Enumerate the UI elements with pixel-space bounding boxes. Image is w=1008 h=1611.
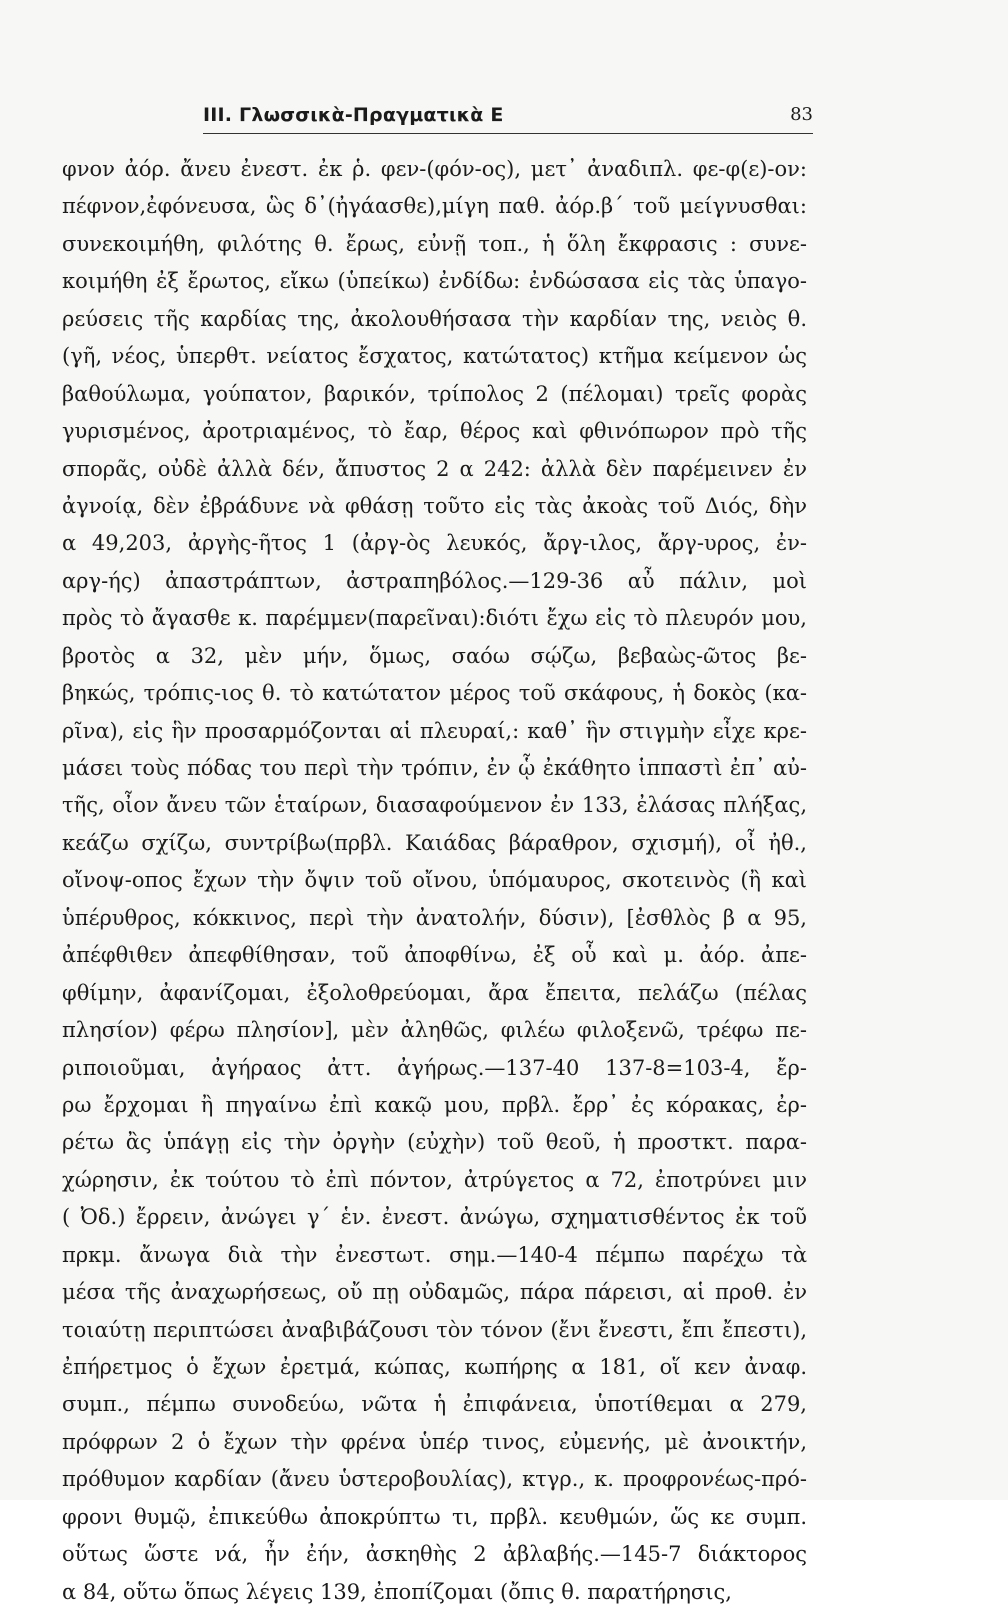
text-line: ἀγνοίᾳ, δὲν ἐβράδυνε νὰ φθάσῃ τοῦτο εἰς τὰς ἀκοὰς τοῦ Διός, δὴν <box>62 493 807 518</box>
text-line: ὑπέρυθρος, κόκκινος, περὶ τὴν ἀνατολήν, δύσιν), [ἐσθλὸς β α 95, <box>62 905 807 930</box>
text-line: ρεύσεις τῆς καρδίας της, ἀκολουθήσασα τὴν καρδίαν της, νειὸς θ. <box>62 306 807 331</box>
text-line: πέφνον,ἐφόνευσα, ὣς δ᾽(ἠγάασθε),μίγη παθ. ἀόρ.β΄ τοῦ μείγνυσθαι: <box>62 194 807 219</box>
text-line: βηκώς, τρόπις-ιος θ. τὸ κατώτατον μέρος τοῦ σκάφους, ἡ δοκὸς (κα- <box>62 681 807 706</box>
chapter-title: III. Γλωσσικὰ-Πραγματικὰ Ε <box>203 104 504 126</box>
text-line: ρέτω ἂς ὑπάγῃ εἰς τὴν ὀργὴν (εὐχὴν) τοῦ θεοῦ, ἡ προστκτ. παρα- <box>62 1130 807 1155</box>
text-line: κεάζω σχίζω, συντρίβω(πρβλ. Καιάδας βάραθρον, σχισμή), οἶ ἠθ., <box>62 830 807 855</box>
text-line: πρόφρων 2 ὁ ἔχων τὴν φρένα ὑπέρ τινος, εὐμενής, μὲ ἀνοικτήν, <box>62 1429 807 1454</box>
text-line: μάσει τοὺς πόδας του περὶ τὴν τρόπιν, ἐν ᾧ ἐκάθητο ἱππαστὶ ἐπ᾽ αὐ- <box>62 756 807 780</box>
text-line: οἴνοψ-οπος ἔχων τὴν ὄψιν τοῦ οἴνου, ὑπόμαυρος, σκοτεινὸς (ἢ καὶ <box>62 868 807 893</box>
text-line: βαθούλωμα, γούπατον, βαρικόν, τρίπολος 2 (πέλομαι) τρεῖς φορὰς <box>62 381 807 406</box>
text-line: σπορᾶς, οὐδὲ ἀλλὰ δέν, ἄπυστος 2 α 242: ἀλλὰ δὲν παρέμεινεν ἐν <box>62 456 807 481</box>
text-line: ρῖνα), εἰς ἣν προσαρμόζονται αἱ πλευραί,: καθ᾽ ἣν στιγμὴν εἶχε κρε- <box>62 718 807 743</box>
text-line: αργ-ής) ἀπαστράπτων, ἀστραπηβόλος.—129-36 αὖ πάλιν, μοὶ <box>62 568 807 593</box>
text-line: πρκμ. ἄνωγα διὰ τὴν ἐνεστωτ. σημ.—140-4 πέμπω παρέχω τὰ <box>62 1242 807 1267</box>
header-rule <box>203 133 813 134</box>
text-line: φνον ἀόρ. ἄνευ ἐνεστ. ἐκ ῥ. φεν-(φόν-ος), μετ᾽ ἀναδιπλ. φε-φ(ε)-ον: <box>62 157 807 181</box>
text-line: α 84, οὕτω ὅπως λέγεις 139, ἐποπίζομαι (ὄπις θ. παρατήρησις, <box>62 1579 732 1604</box>
text-line: μέσα τῆς ἀναχωρήσεως, οὔ πῃ οὐδαμῶς, πάρα πάρεισι, αἱ προθ. ἐν <box>62 1280 807 1305</box>
text-line: α 49,203, ἀργὴς-ῆτος 1 (ἀργ-ὸς λευκός, ἄργ-ιλος, ἄργ-υρος, ἐν- <box>62 531 807 556</box>
text-line: ἀπέφθιθεν ἀπεφθίθησαν, τοῦ ἀποφθίνω, ἐξ οὗ καὶ μ. ἀόρ. ἀπε- <box>62 943 807 968</box>
text-line: πρὸς τὸ ἄγασθε κ. παρέμμεν(παρεῖναι):διότι ἔχω εἰς τὸ πλευρόν μου, <box>62 606 807 631</box>
text-line: πλησίον) φέρω πλησίον], μὲν ἀληθῶς, φιλέω φιλοξενῶ, τρέφω πε- <box>62 1018 807 1043</box>
text-line: φρονι θυμῷ, ἐπικεύθω ἀποκρύπτω τι, πρβλ. κευθμών, ὥς κε συμπ. <box>62 1504 807 1529</box>
text-line: (γῆ, νέος, ὑπερθτ. νείατος ἔσχατος, κατώτατος) κτῆμα κείμενον ὡς <box>62 344 807 369</box>
text-line: ἐπήρετμος ὁ ἔχων ἐρετμά, κώπας, κωπήρης α 181, οἵ κεν ἀναφ. <box>62 1355 807 1379</box>
text-line: ( Ὀδ.) ἔρρειν, ἀνώγει γ΄ ἑν. ἐνεστ. ἀνώγω, σχηματισθέντος ἐκ τοῦ <box>62 1205 807 1230</box>
page-number: 83 <box>790 104 813 125</box>
running-head <box>203 100 813 140</box>
text-line: συμπ., πέμπω συνοδεύω, νῶτα ἡ ἐπιφάνεια, ὑποτίθεμαι α 279, <box>62 1392 807 1417</box>
text-line: κοιμήθη ἐξ ἔρωτος, εἴκω (ὑπείκω) ἐνδίδω: ἐνδώσασα εἰς τὰς ὑπαγο- <box>62 269 807 294</box>
text-line: βροτὸς α 32, μὲν μήν, ὅμως, σαόω σῴζω, βεβαὼς-ῶτος βε- <box>62 643 807 668</box>
text-line: πρόθυμον καρδίαν (ἄνευ ὑστεροβουλίας), κτγρ., κ. προφρονέως-πρό- <box>62 1467 807 1492</box>
commentary-text <box>62 151 807 1611</box>
text-line: ριποιοῦμαι, ἀγήραος ἀττ. ἀγήρως.—137-40 137-8=103-4, ἔρ- <box>62 1055 807 1080</box>
text-line: φθίμην, ἀφανίζομαι, ἐξολοθρεύομαι, ἄρα ἔπειτα, πελάζω (πέλας <box>62 980 807 1005</box>
text-line: τῆς, οἶον ἄνευ τῶν ἑταίρων, διασαφούμενον ἐν 133, ἐλάσας πλήξας, <box>62 793 807 818</box>
text-line: χώρησιν, ἐκ τούτου τὸ ἐπὶ πόντον, ἀτρύγετος α 72, ἐποτρύνει μιν <box>62 1167 807 1192</box>
text-line: γυρισμένος, ἀροτριαμένος, τὸ ἔαρ, θέρος καὶ φθινόπωρον πρὸ τῆς <box>62 419 807 444</box>
text-line: συνεκοιμήθη, φιλότης θ. ἔρως, εὐνῇ τοπ., ἡ ὅλη ἔκφρασις : συνε- <box>62 231 807 256</box>
text-line: τοιαύτῃ περιπτώσει ἀναβιβάζουσι τὸν τόνον (ἔνι ἔνεστι, ἔπι ἔπεστι), <box>62 1317 807 1342</box>
text-line: οὕτως ὥστε νά, ἦν ἐήν, ἀσκηθὴς 2 ἀβλαβής.—145-7 διάκτορος <box>62 1542 807 1567</box>
text-line: ρω ἔρχομαι ἢ πηγαίνω ἐπὶ κακῷ μου, πρβλ. ἔρρ᾽ ἐς κόρακας, ἐρ- <box>62 1092 807 1117</box>
